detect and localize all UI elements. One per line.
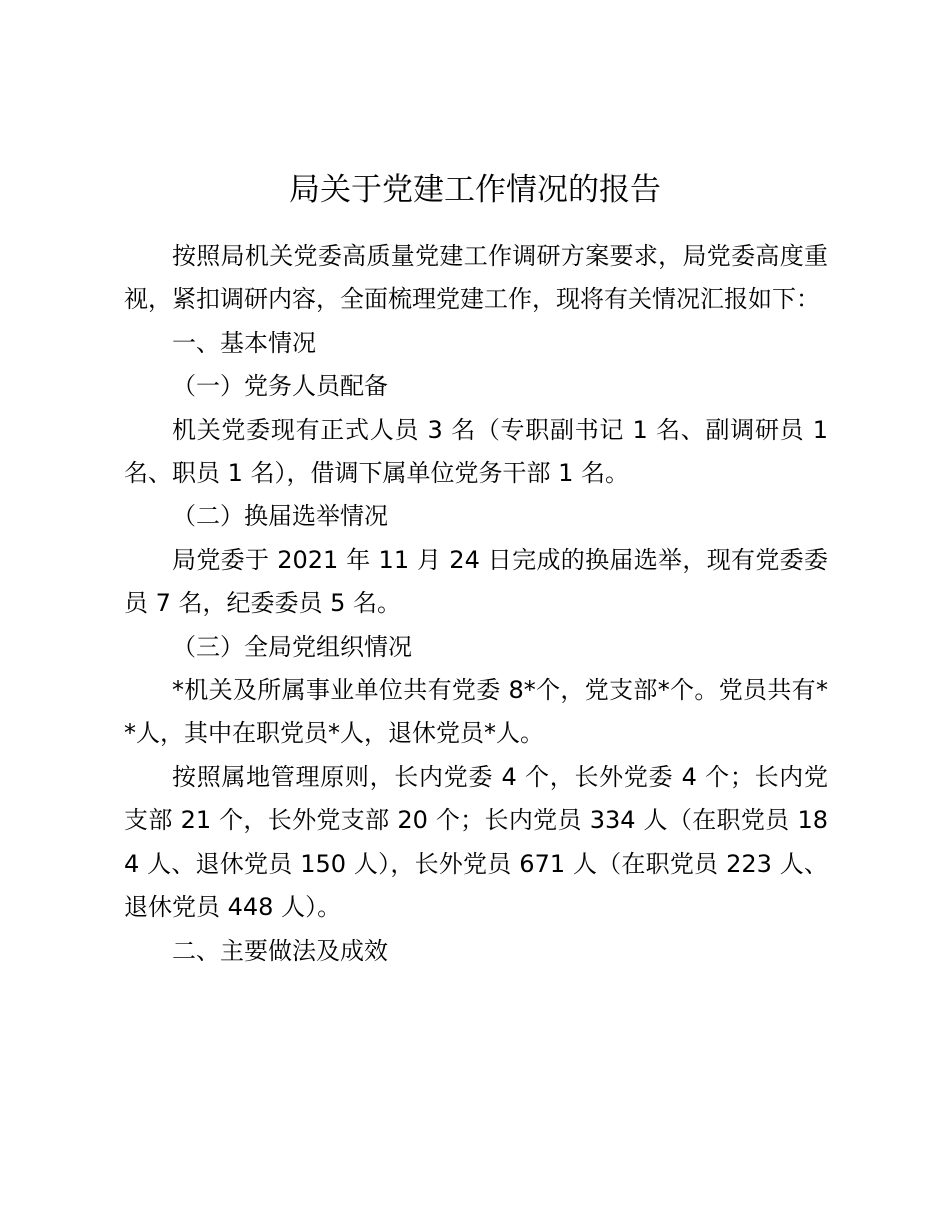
paragraph-election: 局党委于 2021 年 11 月 24 日完成的换届选举，现有党委委员 7 名，纪委委员 5 名。 (124, 545, 828, 618)
paragraph-territorial: 按照属地管理原则，长内党委 4 个，长外党委 4 个；长内党支部 21 个，长外党支部 20 个；长内党员 334 人（在职党员 184 人、退休党员 150 人），长外党员 671 人（在职党员 223 人、退休党员 448 人）。 (124, 762, 828, 922)
paragraph-staffing: 机关党委现有正式人员 3 名（专职副书记 1 名、副调研员 1 名、职员 1 名），借调下属单位党务干部 1 名。 (124, 415, 828, 488)
subheading-staffing: （一）党务人员配备 (172, 372, 388, 401)
heading-basic-situation: 一、基本情况 (172, 328, 316, 357)
subheading-organizations: （三）全局党组织情况 (172, 632, 412, 661)
paragraph-organizations: *机关及所属事业单位共有党委 8*个，党支部*个。党员共有**人，其中在职党员*人，退休党员*人。 (124, 676, 828, 748)
heading-main-practices: 二、主要做法及成效 (172, 936, 388, 965)
document-title: 局关于党建工作情况的报告 (289, 172, 661, 208)
paragraph-intro: 按照局机关党委高质量党建工作调研方案要求，局党委高度重视，紧扣调研内容，全面梳理党建工作，现将有关情况汇报如下： (124, 242, 828, 314)
document-body (124, 235, 828, 973)
subheading-election: （二）换届选举情况 (172, 502, 388, 531)
